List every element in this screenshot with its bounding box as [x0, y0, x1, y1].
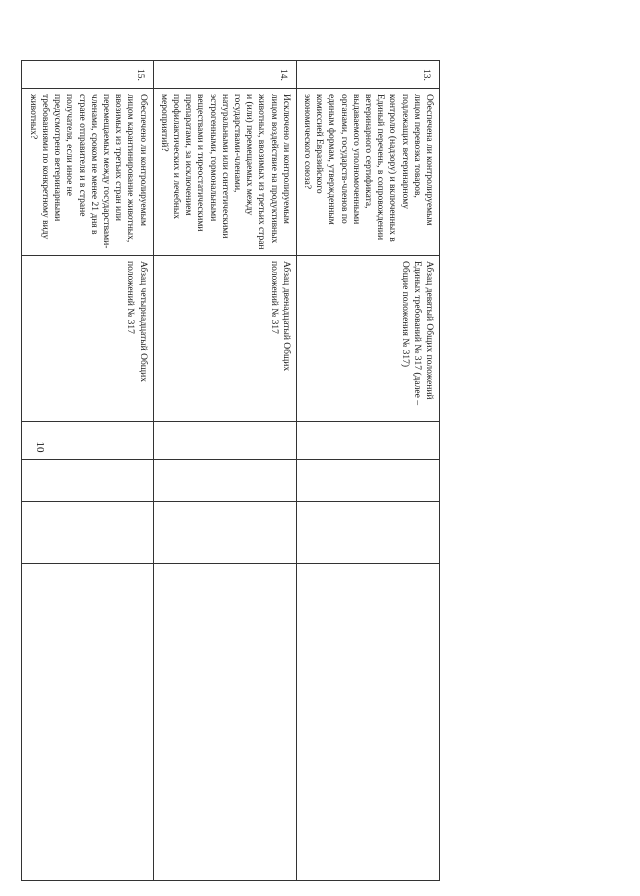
question-text: Исключено ли контролируемым лицом воздействие на продуктивных животных, ввозимых из третьих стран и (или) перемещаемых между государствами-членами, натуральными или синтетическими эстрогенными, гормональными веществами и тиреостатическими препаратами, за исключением профилактических и лечебных мероприятий?	[158, 94, 291, 250]
answer-yes-cell	[22, 422, 153, 460]
page-number: 10	[34, 441, 46, 453]
reference-cell	[296, 256, 439, 422]
question-text: Обеспечено ли контролируемым лицом карантинирование животных, ввозимых из третьих стран или перемещаемых между государствами-членами, сроком не менее 21 дня в стране отправителя и в стране получателя, если иное не предусмотрено ветеринарными требованиями по конкретному виду животных?	[27, 94, 148, 249]
reference-text: Абзац двенадцатый Общих положений № 317	[268, 261, 291, 372]
note-cell	[296, 564, 439, 881]
question-cell	[22, 89, 153, 256]
answer-not-applicable-cell	[22, 502, 153, 564]
answer-not-applicable-cell	[153, 502, 296, 564]
row-number: 15.	[22, 61, 153, 89]
table-row	[22, 61, 153, 881]
note-cell	[153, 564, 296, 881]
reference-cell	[22, 256, 153, 422]
question-cell	[296, 89, 439, 256]
reference-text: Абзац девятый Общих положений Единых требований № 317 (далее – Общие положения № 317)	[399, 261, 434, 405]
reference-cell	[153, 256, 296, 422]
checklist-table	[22, 60, 441, 881]
answer-not-applicable-cell	[296, 502, 439, 564]
answer-no-cell	[22, 460, 153, 502]
question-cell	[153, 89, 296, 256]
row-number: 13.	[296, 61, 439, 89]
reference-text: Абзац четырнадцатый Общих положений № 317	[125, 261, 148, 382]
answer-no-cell	[296, 460, 439, 502]
answer-no-cell	[153, 460, 296, 502]
answer-yes-cell	[153, 422, 296, 460]
note-cell	[22, 564, 153, 881]
table-row	[153, 61, 296, 881]
row-number: 14.	[153, 61, 296, 89]
table-row	[296, 61, 439, 881]
question-text: Обеспечена ли контролируемым лицом перевозка товаров, подлежащих ветеринарному контролю (надзору) и включенных в Единый перечень, в сопровождении ветеринарного сертификата, выдаваемого уполномоченными органами, государств-членов по единым формам, утвержденным комиссией Евразийского экономического союза?	[301, 94, 434, 242]
answer-yes-cell	[296, 422, 439, 460]
